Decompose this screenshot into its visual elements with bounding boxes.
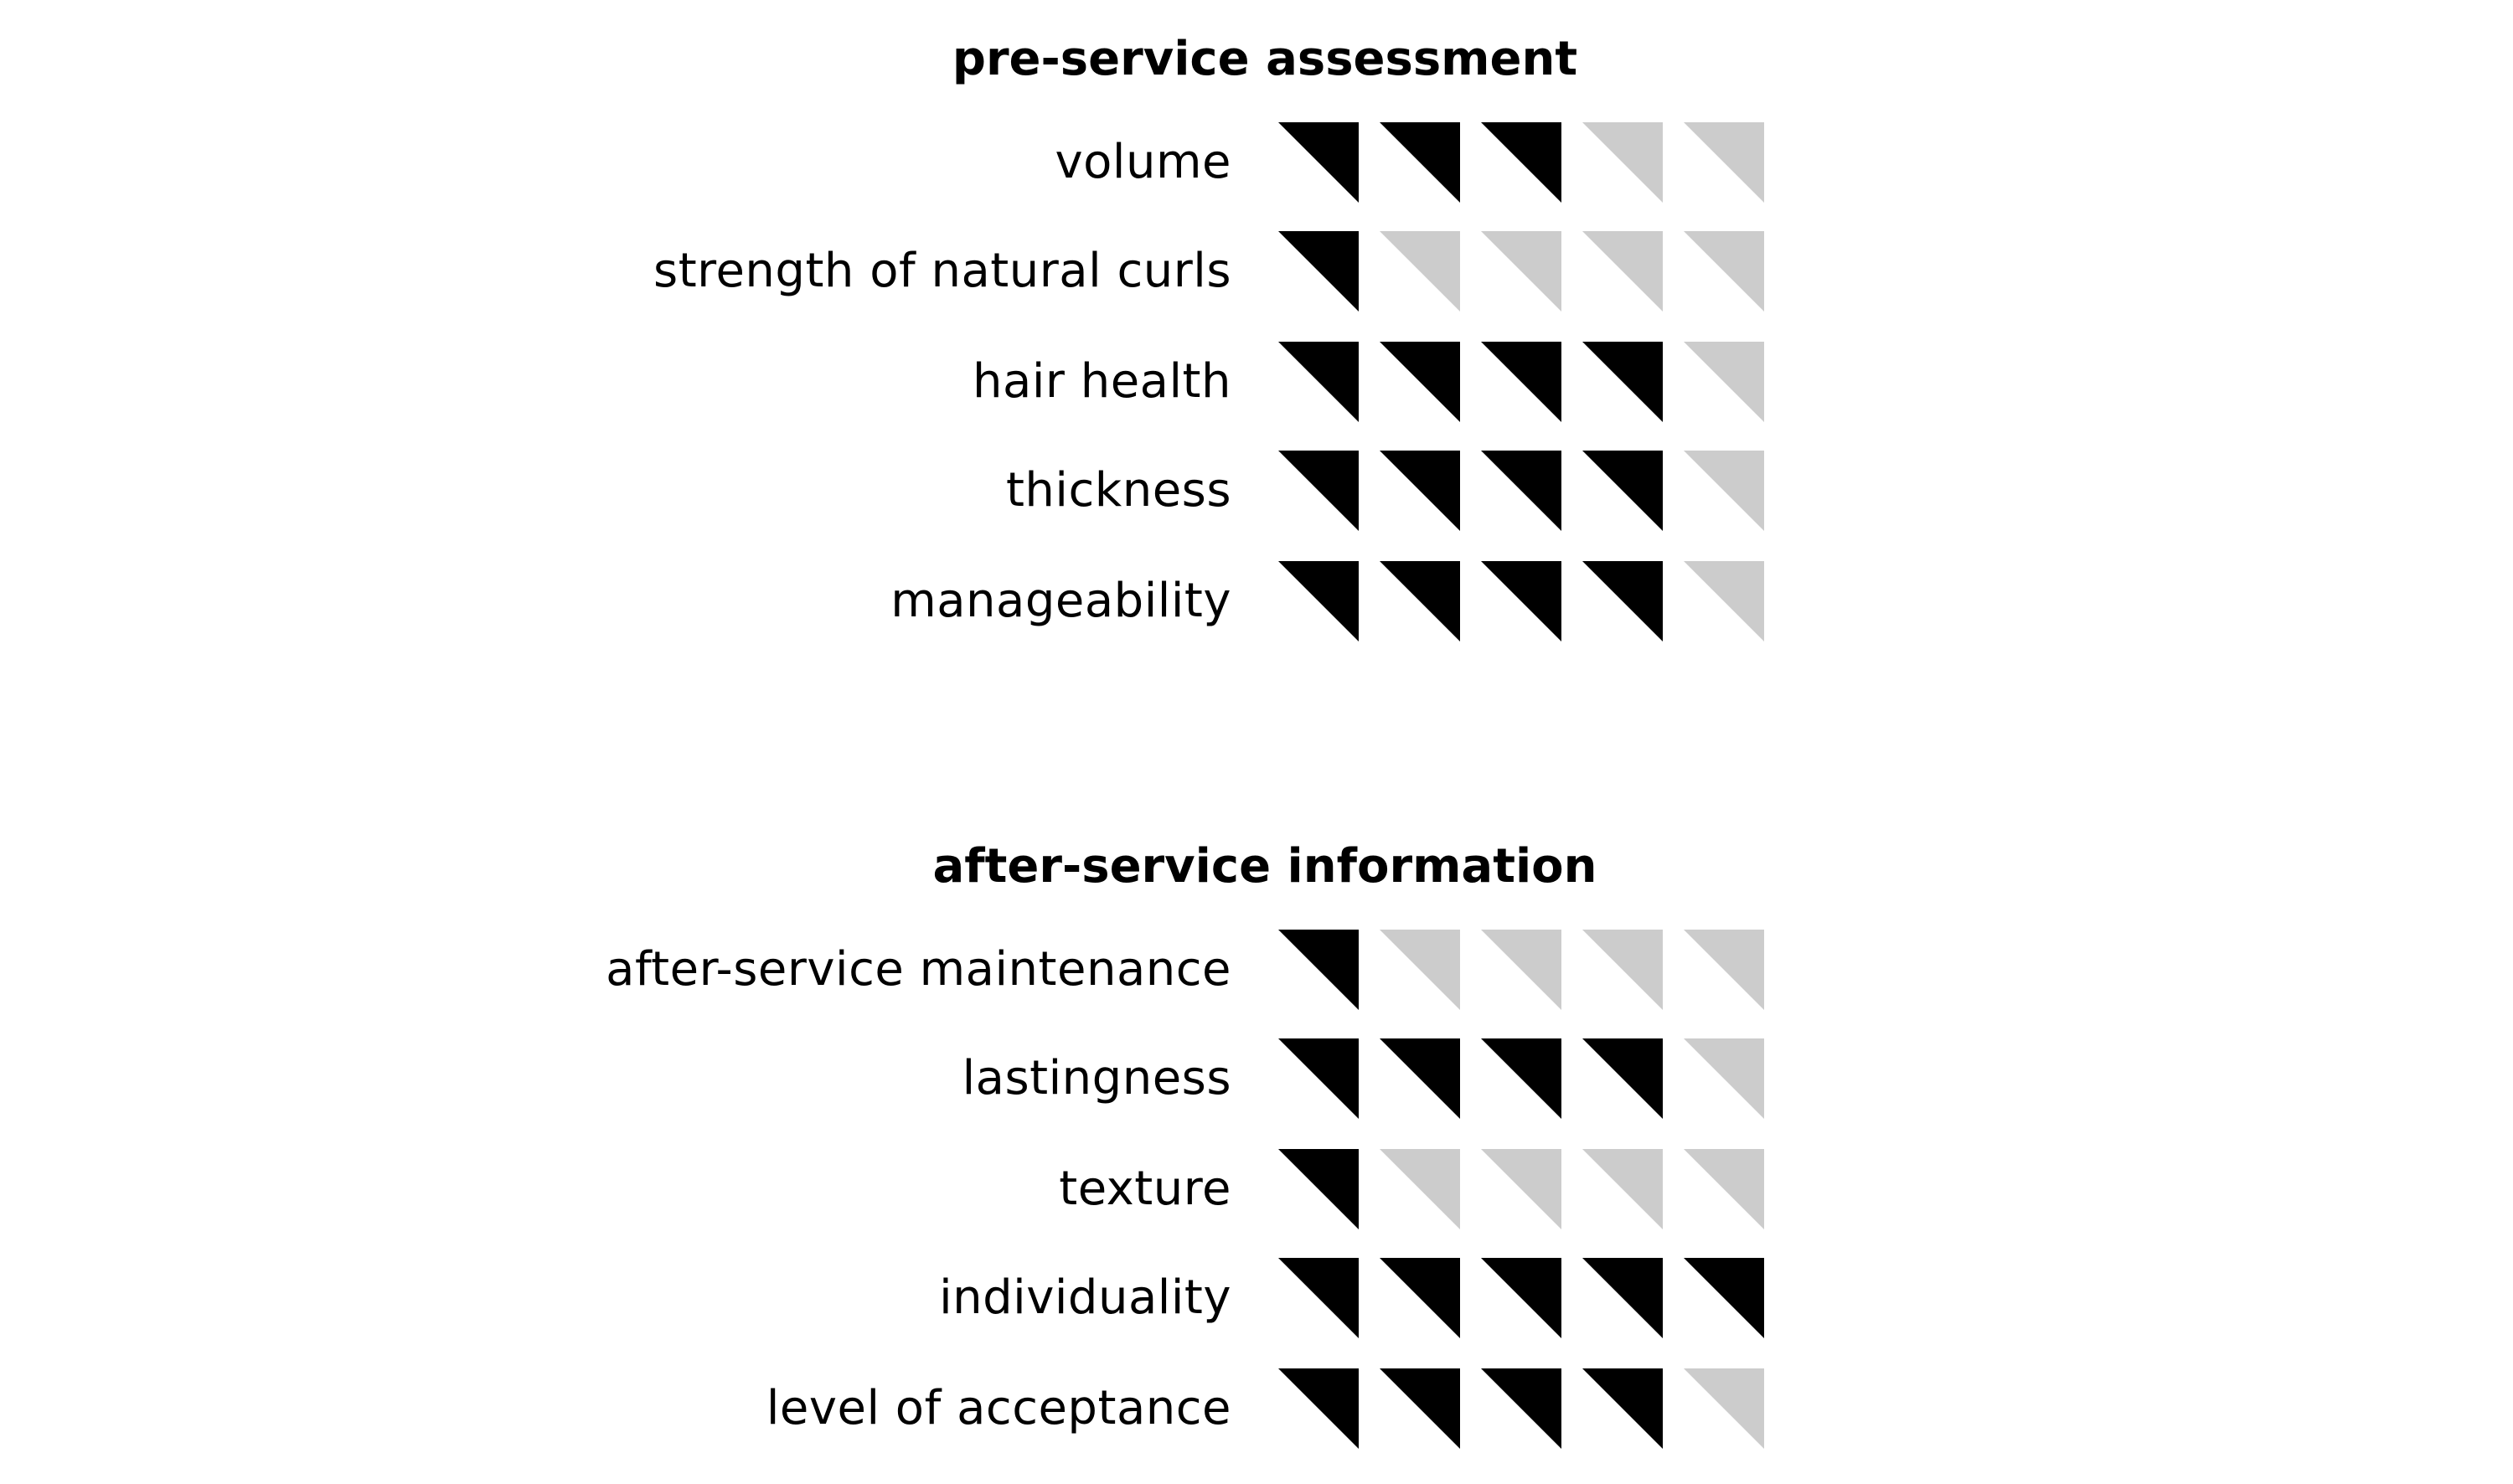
- triangle-empty-icon: [1684, 231, 1764, 312]
- rating-row-lastingness: [0, 1038, 2513, 1119]
- section-title: after-service information: [932, 839, 1597, 894]
- rating-label: lastingness: [962, 1051, 1231, 1105]
- triangle-empty-icon: [1684, 561, 1764, 642]
- rating-row-texture: [0, 1149, 2513, 1229]
- rating-triangles: [1278, 1038, 1764, 1119]
- rating-triangles: [1278, 451, 1764, 531]
- triangle-filled-icon: [1278, 231, 1359, 312]
- rating-label: individuality: [939, 1270, 1231, 1325]
- rating-triangles: [1278, 1149, 1764, 1229]
- triangle-filled-icon: [1481, 451, 1561, 531]
- triangle-empty-icon: [1380, 930, 1460, 1010]
- rating-row-strength-of-natural-curls: [0, 231, 2513, 312]
- triangle-filled-icon: [1380, 1038, 1460, 1119]
- triangle-filled-icon: [1380, 1258, 1460, 1338]
- triangle-filled-icon: [1481, 1368, 1561, 1449]
- rating-label: thickness: [1005, 463, 1231, 518]
- triangle-filled-icon: [1481, 122, 1561, 203]
- triangle-filled-icon: [1278, 1038, 1359, 1119]
- triangle-filled-icon: [1582, 1038, 1663, 1119]
- rating-row-volume: [0, 122, 2513, 203]
- triangle-filled-icon: [1481, 1258, 1561, 1338]
- triangle-empty-icon: [1684, 1038, 1764, 1119]
- triangle-empty-icon: [1380, 231, 1460, 312]
- triangle-filled-icon: [1278, 122, 1359, 203]
- rating-triangles: [1278, 342, 1764, 422]
- triangle-empty-icon: [1481, 231, 1561, 312]
- rating-label: level of acceptance: [766, 1381, 1231, 1435]
- rating-label: volume: [1055, 135, 1231, 189]
- rating-triangles: [1278, 1258, 1764, 1338]
- rating-row-thickness: [0, 451, 2513, 531]
- triangle-empty-icon: [1684, 1368, 1764, 1449]
- rating-row-after-service-maintenance: [0, 930, 2513, 1010]
- triangle-empty-icon: [1582, 231, 1663, 312]
- rating-label: texture: [1059, 1162, 1231, 1216]
- section-title: pre-service assessment: [952, 32, 1578, 86]
- triangle-filled-icon: [1481, 1038, 1561, 1119]
- rating-triangles: [1278, 1368, 1764, 1449]
- rating-row-level-of-acceptance: [0, 1368, 2513, 1449]
- triangle-filled-icon: [1380, 342, 1460, 422]
- rating-triangles: [1278, 122, 1764, 203]
- triangle-empty-icon: [1684, 930, 1764, 1010]
- triangle-empty-icon: [1684, 122, 1764, 203]
- triangle-empty-icon: [1380, 1149, 1460, 1229]
- rating-row-individuality: [0, 1258, 2513, 1338]
- triangle-filled-icon: [1278, 342, 1359, 422]
- rating-label: after-service maintenance: [606, 942, 1231, 997]
- rating-label: hair health: [973, 354, 1231, 409]
- rating-triangles: [1278, 231, 1764, 312]
- triangle-filled-icon: [1582, 561, 1663, 642]
- triangle-filled-icon: [1582, 342, 1663, 422]
- triangle-filled-icon: [1380, 561, 1460, 642]
- triangle-filled-icon: [1684, 1258, 1764, 1338]
- triangle-filled-icon: [1481, 342, 1561, 422]
- triangle-empty-icon: [1582, 1149, 1663, 1229]
- triangle-empty-icon: [1481, 930, 1561, 1010]
- triangle-filled-icon: [1278, 451, 1359, 531]
- triangle-filled-icon: [1278, 1368, 1359, 1449]
- triangle-filled-icon: [1278, 930, 1359, 1010]
- rating-label: strength of natural curls: [653, 244, 1231, 298]
- triangle-filled-icon: [1278, 561, 1359, 642]
- triangle-empty-icon: [1684, 1149, 1764, 1229]
- triangle-filled-icon: [1380, 451, 1460, 531]
- triangle-filled-icon: [1582, 451, 1663, 531]
- rating-label: manageability: [890, 574, 1231, 628]
- rating-triangles: [1278, 930, 1764, 1010]
- triangle-empty-icon: [1684, 342, 1764, 422]
- rating-row-manageability: [0, 561, 2513, 642]
- triangle-empty-icon: [1481, 1149, 1561, 1229]
- rating-triangles: [1278, 561, 1764, 642]
- triangle-filled-icon: [1582, 1368, 1663, 1449]
- triangle-empty-icon: [1684, 451, 1764, 531]
- triangle-filled-icon: [1582, 1258, 1663, 1338]
- triangle-filled-icon: [1380, 1368, 1460, 1449]
- triangle-filled-icon: [1481, 561, 1561, 642]
- rating-row-hair-health: [0, 342, 2513, 422]
- triangle-filled-icon: [1380, 122, 1460, 203]
- triangle-filled-icon: [1278, 1149, 1359, 1229]
- triangle-empty-icon: [1582, 122, 1663, 203]
- triangle-filled-icon: [1278, 1258, 1359, 1338]
- triangle-empty-icon: [1582, 930, 1663, 1010]
